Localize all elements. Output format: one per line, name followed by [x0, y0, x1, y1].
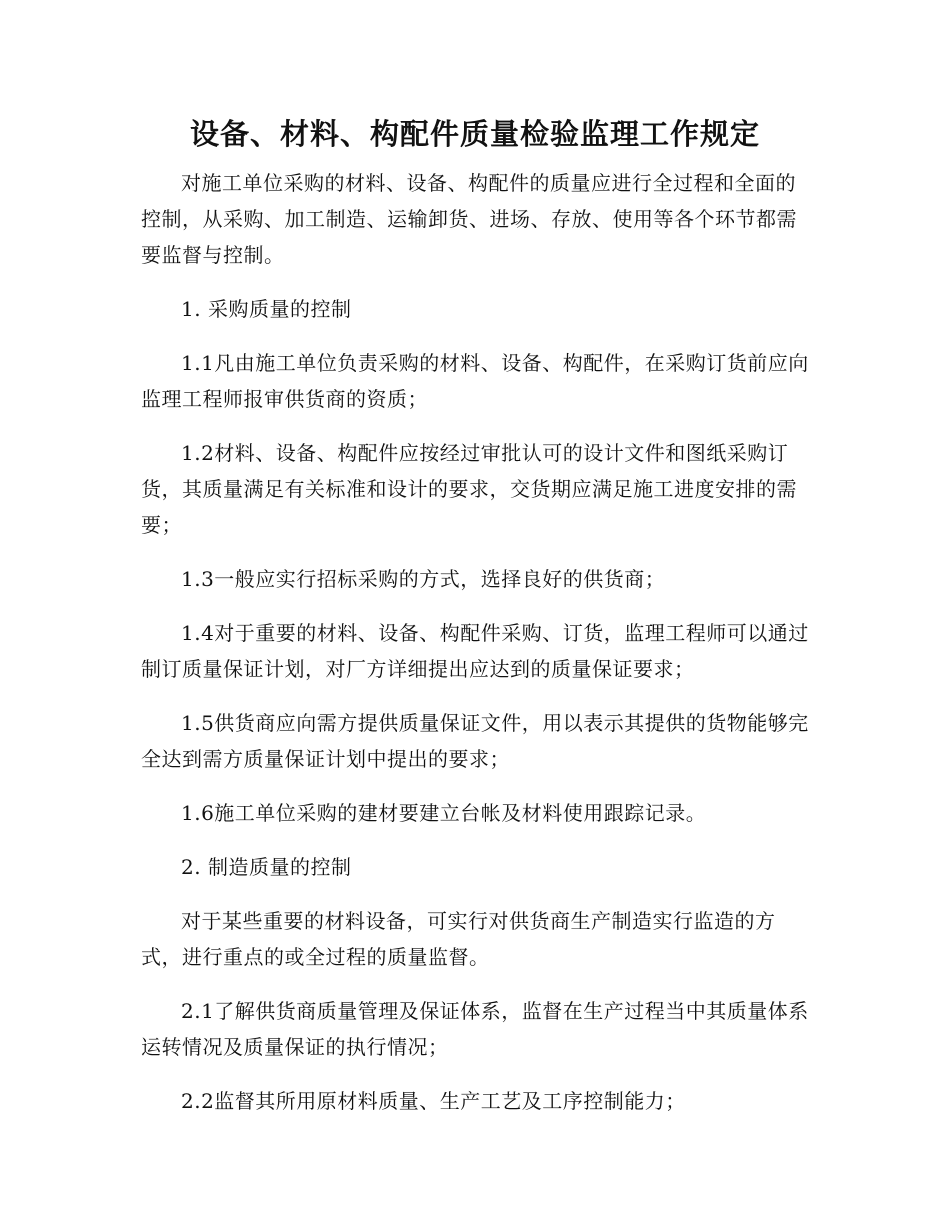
paragraph-1-2: 1.2材料、设备、构配件应按经过审批认可的设计文件和图纸采购订货，其质量满足有关标准和设计的要求，交货期应满足施工进度安排的需要；: [141, 441, 797, 537]
document-body: [141, 165, 813, 1137]
paragraph-1-1: 1.1凡由施工单位负责采购的材料、设备、构配件，在采购订货前应向监理工程师报审供货商的资质；: [141, 351, 809, 411]
paragraph-1-4: 1.4对于重要的材料、设备、构配件采购、订货，监理工程师可以通过制订质量保证计划，对厂方详细提出应达到的质量保证要求；: [141, 621, 809, 681]
section-heading-1: 1. 采购质量的控制: [181, 297, 352, 321]
paragraph-2-1: 2.1了解供货商质量管理及保证体系，监督在生产过程当中其质量体系运转情况及质量保证的执行情况；: [141, 999, 809, 1059]
document-title: 设备、材料、构配件质量检验监理工作规定: [189, 117, 760, 151]
paragraph-2-2: 2.2监督其所用原材料质量、生产工艺及工序控制能力；: [181, 1089, 686, 1113]
paragraph-intro: 对施工单位采购的材料、设备、构配件的质量应进行全过程和全面的控制，从采购、加工制造、运输卸货、进场、存放、使用等各个环节都需要监督与控制。: [141, 171, 797, 267]
paragraph-2-intro: 对于某些重要的材料设备，可实行对供货商生产制造实行监造的方式，进行重点的或全过程的质量监督。: [141, 909, 776, 969]
paragraph-1-6: 1.6施工单位采购的建材要建立台帐及材料使用跟踪记录。: [181, 801, 707, 825]
section-heading-2: 2. 制造质量的控制: [181, 855, 352, 879]
paragraph-1-3: 1.3一般应实行招标采购的方式，选择良好的供货商；: [181, 567, 666, 591]
paragraph-1-5: 1.5供货商应向需方提供质量保证文件，用以表示其提供的货物能够完全达到需方质量保证计划中提出的要求；: [141, 711, 809, 771]
